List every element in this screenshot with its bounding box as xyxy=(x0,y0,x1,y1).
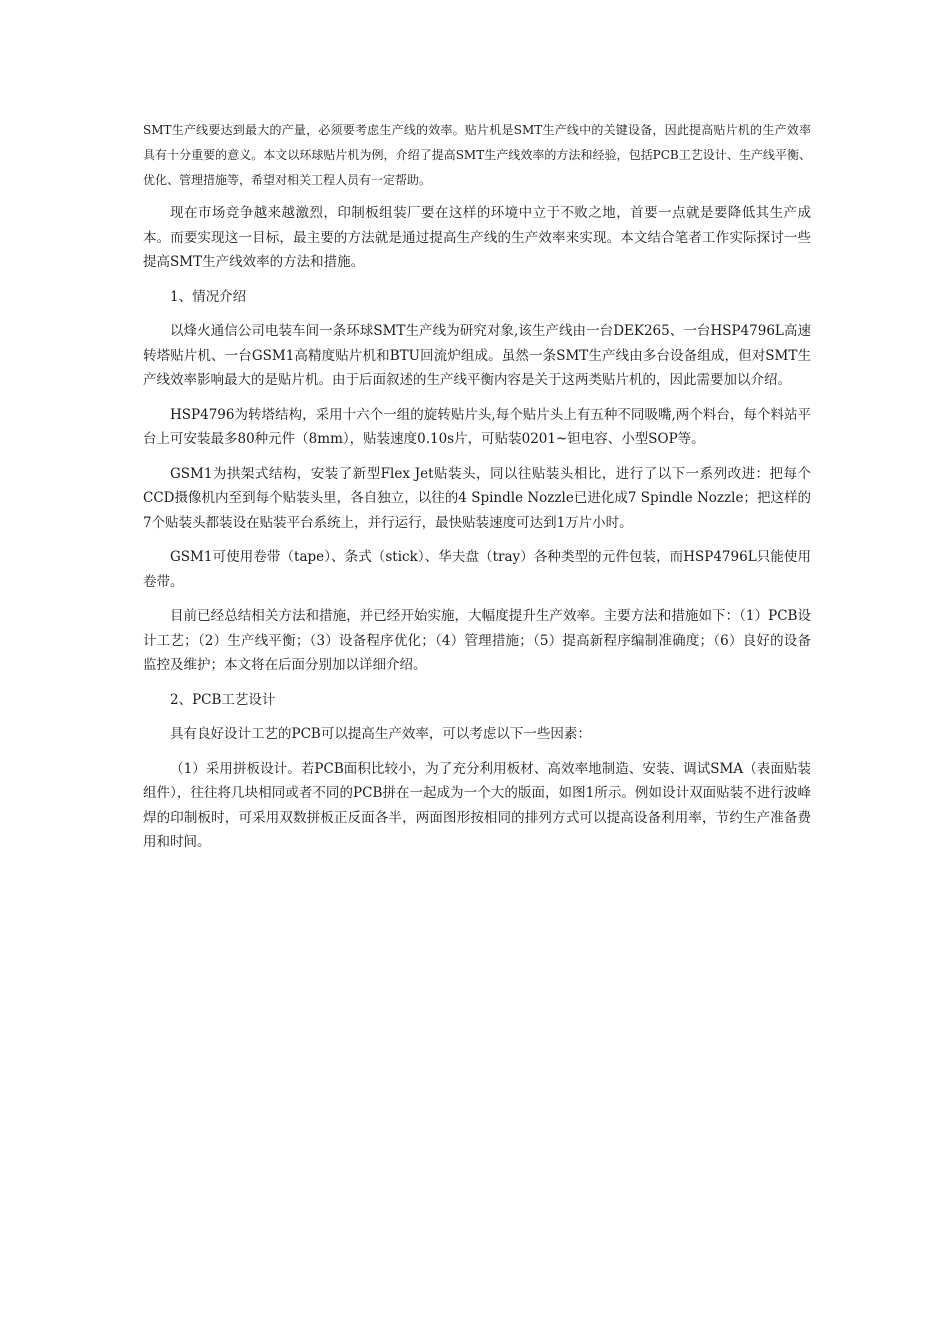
intro-paragraph: 现在市场竞争越来越激烈，印制板组装厂要在这样的环境中立于不败之地，首要一点就是要降低其生产成本。而要实现这一目标，最主要的方法就是通过提高生产线的生产效率来实现。本文结合笔者工作实际探讨一些提高SMT生产线效率的方法和措施。 xyxy=(143,205,811,270)
abstract-paragraph: SMT生产线要达到最大的产量，必须要考虑生产线的效率。贴片机是SMT生产线中的关键设备，因此提高贴片机的生产效率具有十分重要的意义。本文以环球贴片机为例，介绍了提高SMT生产线效率的方法和经验，包括PCB工艺设计、生产线平衡、优化、管理措施等，希望对相关工程人员有一定帮助。 xyxy=(143,123,811,187)
section-heading-1: 1、情况介绍 xyxy=(170,288,247,305)
section1-paragraph: HSP4796为转塔结构，采用十六个一组的旋转贴片头,每个贴片头上有五种不同吸嘴,两个料台，每个料站平台上可安装最多80种元件（8mm），贴装速度0.10s片，可贴装0201~钽电容、小型SOP等。 xyxy=(143,406,811,447)
section1-paragraph: GSM1可使用卷带（tape）、条式（stick）、华夫盘（tray）各种类型的元件包装，而HSP4796L只能使用卷带。 xyxy=(143,549,811,590)
document-body xyxy=(143,118,811,865)
section-heading-2: 2、PCB工艺设计 xyxy=(170,691,276,708)
section2-paragraph: （1）采用拼板设计。若PCB面积比较小，为了充分利用板材、高效率地制造、安装、调试SMA（表面贴装组件），往往将几块相同或者不同的PCB拼在一起成为一个大的版面，如图1所示。例如设计双面贴装不进行波峰焊的印制板时，可采用双数拼板正反面各半，两面图形按相同的排列方式可以提高设备利用率，节约生产准备费用和时间。 xyxy=(143,760,811,850)
section1-paragraph: 以烽火通信公司电装车间一条环球SMT生产线为研究对象,该生产线由一台DEK265、一台HSP4796L高速转塔贴片机、一台GSM1高精度贴片机和BTU回流炉组成。虽然一条SMT生产线由多台设备组成，但对SMT生产线效率影响最大的是贴片机。由于后面叙述的生产线平衡内容是关于这两类贴片机的，因此需要加以介绍。 xyxy=(143,323,811,388)
section1-paragraph: GSM1为拱架式结构，安装了新型Flex Jet贴装头，同以往贴装头相比，进行了以下一系列改进：把每个CCD摄像机内至到每个贴装头里，各自独立，以往的4 Spindle Nozzle已进化成7 Spindle Nozzle；把这样的7个贴装头都装设在贴装平台系统上，并行运行，最快贴装速度可达到1万片小时。 xyxy=(143,465,811,531)
section2-paragraph: 具有良好设计工艺的PCB可以提高生产效率，可以考虑以下一些因素： xyxy=(170,726,591,742)
section1-paragraph: 目前已经总结相关方法和措施，并已经开始实施，大幅度提升生产效率。主要方法和措施如下：（1）PCB设计工艺；（2）生产线平衡；（3）设备程序优化；（4）管理措施；（5）提高新程序编制准确度；（6）良好的设备监控及维护；本文将在后面分别加以详细介绍。 xyxy=(143,608,811,673)
